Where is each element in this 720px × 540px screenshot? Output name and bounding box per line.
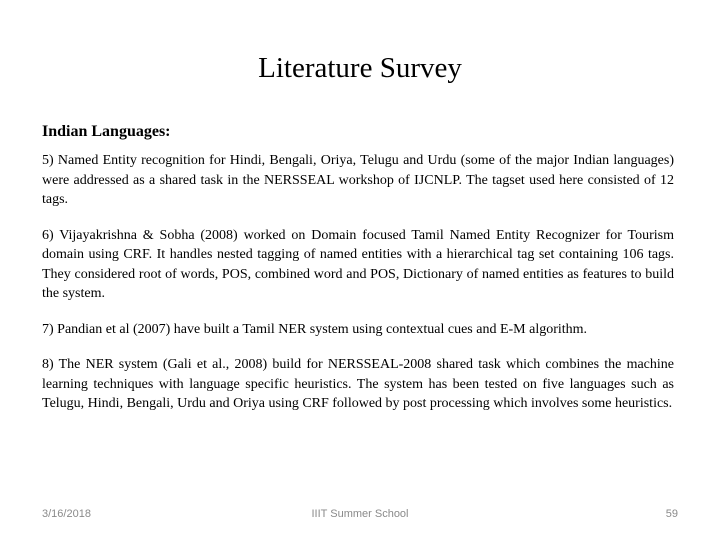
slide-title: Literature Survey bbox=[258, 52, 462, 84]
footer-center-text: IIIT Summer School bbox=[311, 508, 409, 520]
section-heading: Indian Languages: bbox=[42, 123, 171, 140]
paragraph-gali: 8) The NER system (Gali et al., 2008) build for NERSSEAL-2008 shared task which combines the machine learning techniques with language specific heuristics. The system has been tested on five languages such as Telugu, Hindi, Bengali, Urdu and Oriya using CRF followed by post processing which involves some heuristics. bbox=[42, 357, 674, 411]
paragraph-pandian: 7) Pandian et al (2007) have built a Tamil NER system using contextual cues and E-M algorithm. bbox=[42, 321, 588, 337]
footer-page-number: 59 bbox=[665, 508, 678, 520]
slide-content bbox=[42, 122, 674, 430]
paragraph-vijayakrishna-sobha: 6) Vijayakrishna & Sobha (2008) worked on Domain focused Tamil Named Entity Recognizer for Tourism domain using CRF. It handles nested tagging of named entities with a hierarchical tag set containing 106 tags. They considered root of words, POS, combined word and POS, Dictionary of named entities as features to build the system. bbox=[42, 227, 674, 301]
paragraph-ner-shared-task: 5) Named Entity recognition for Hindi, Bengali, Oriya, Telugu and Urdu (some of the major Indian languages) were addressed as a shared task in the NERSSEAL workshop of IJCNLP. The tagset used here consisted of 12 tags. bbox=[42, 153, 674, 207]
footer-date: 3/16/2018 bbox=[42, 508, 91, 520]
